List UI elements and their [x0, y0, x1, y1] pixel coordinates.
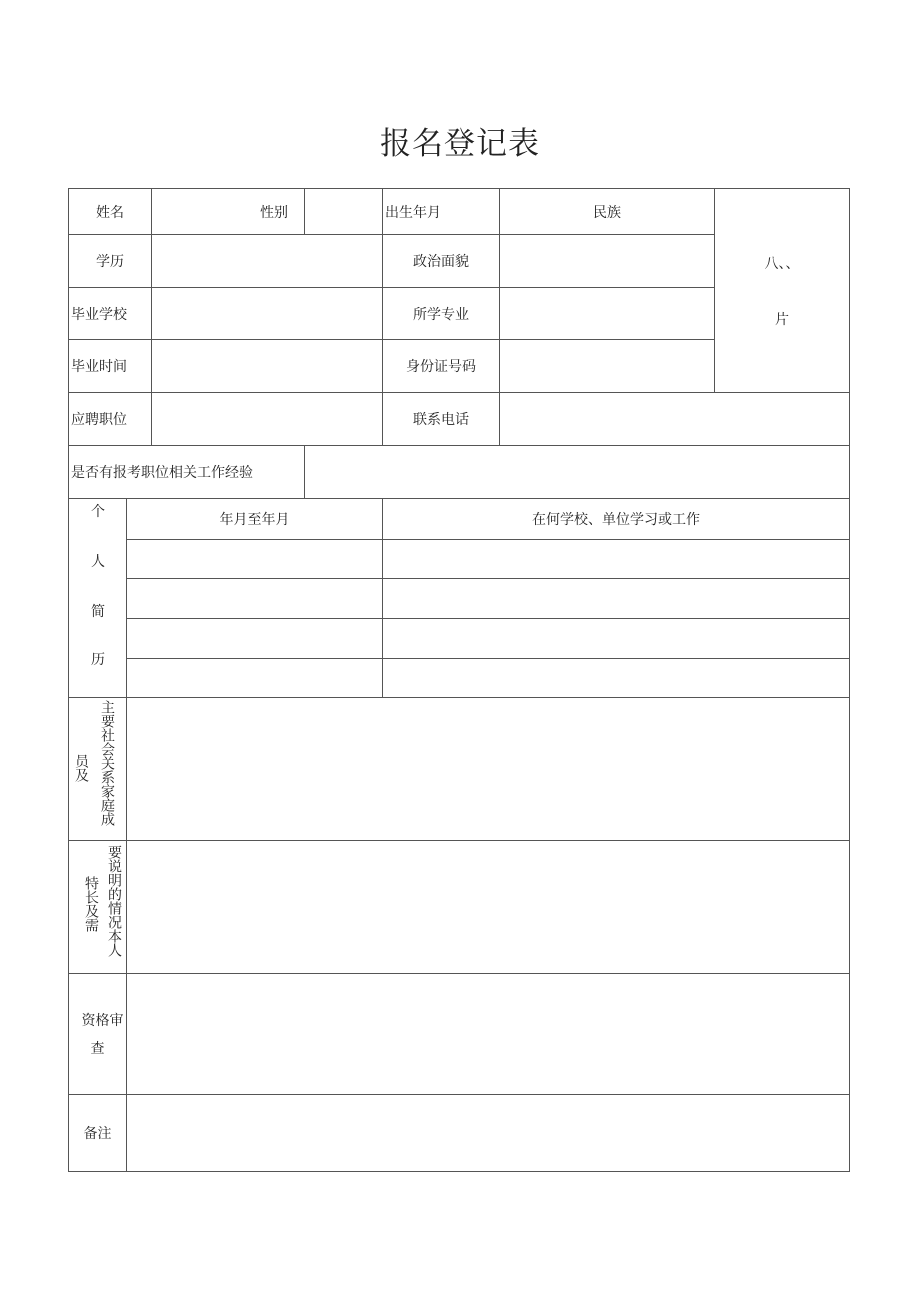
resume-place-field[interactable] [382, 658, 850, 698]
label-school: 毕业学校 [68, 287, 152, 340]
label-education: 学历 [68, 234, 152, 288]
label-name: 姓名 [68, 188, 152, 235]
major-field[interactable] [499, 287, 715, 340]
label-grad-time: 毕业时间 [68, 339, 152, 393]
label-political: 政治面貌 [382, 234, 500, 288]
label-experience: 是否有报考职位相关工作经验 [68, 445, 305, 499]
resume-label-char: 历 [91, 652, 105, 668]
resume-label-char: 简 [91, 604, 105, 620]
resume-header-place: 在何学校、单位学习或工作 [382, 498, 850, 540]
resume-place-field[interactable] [382, 539, 850, 579]
id-number-field[interactable] [499, 339, 715, 393]
family-label-col1: 主要社会关系家庭成 [99, 700, 115, 826]
family-label-col2: 员及 [73, 754, 89, 782]
remarks-field[interactable] [126, 1094, 850, 1172]
resume-period-field[interactable] [126, 539, 383, 579]
resume-period-field[interactable] [126, 618, 383, 659]
resume-period-field[interactable] [126, 658, 383, 698]
review-label-2: 查 [90, 1041, 105, 1057]
review-label-1: 资格审 [81, 1013, 124, 1029]
resume-header-period: 年月至年月 [126, 498, 383, 540]
label-position: 应聘职位 [68, 392, 152, 446]
review-field[interactable] [126, 973, 850, 1095]
phone-field[interactable] [499, 392, 850, 446]
label-remarks: 备注 [68, 1094, 127, 1172]
photo-label-2: 片 [775, 311, 789, 328]
resume-period-field[interactable] [126, 578, 383, 619]
gender-field[interactable] [304, 188, 383, 235]
label-major: 所学专业 [382, 287, 500, 340]
resume-place-field[interactable] [382, 578, 850, 619]
label-ethnicity: 民族 [499, 188, 715, 235]
review-label-cell [68, 973, 127, 1095]
label-phone: 联系电话 [382, 392, 500, 446]
photo-label-1: 八、、 [764, 255, 800, 272]
resume-label-char: 人 [91, 554, 105, 570]
specialty-field[interactable] [126, 840, 850, 974]
political-field[interactable] [499, 234, 715, 288]
resume-label-char: 个 [91, 504, 105, 520]
family-field[interactable] [126, 697, 850, 841]
education-field[interactable] [151, 234, 383, 288]
specialty-label-col2: 特长及需 [83, 876, 99, 932]
resume-place-field[interactable] [382, 618, 850, 659]
label-gender: 性别 [151, 188, 305, 235]
page-title: 报名登记表 [380, 126, 540, 162]
position-field[interactable] [151, 392, 383, 446]
photo-cell[interactable] [714, 188, 850, 393]
grad-time-field[interactable] [151, 339, 383, 393]
label-id-number: 身份证号码 [382, 339, 500, 393]
specialty-label-col1: 要说明的情况本人 [106, 845, 122, 957]
experience-field[interactable] [304, 445, 850, 499]
school-field[interactable] [151, 287, 383, 340]
label-birth: 出生年月 [382, 188, 500, 235]
